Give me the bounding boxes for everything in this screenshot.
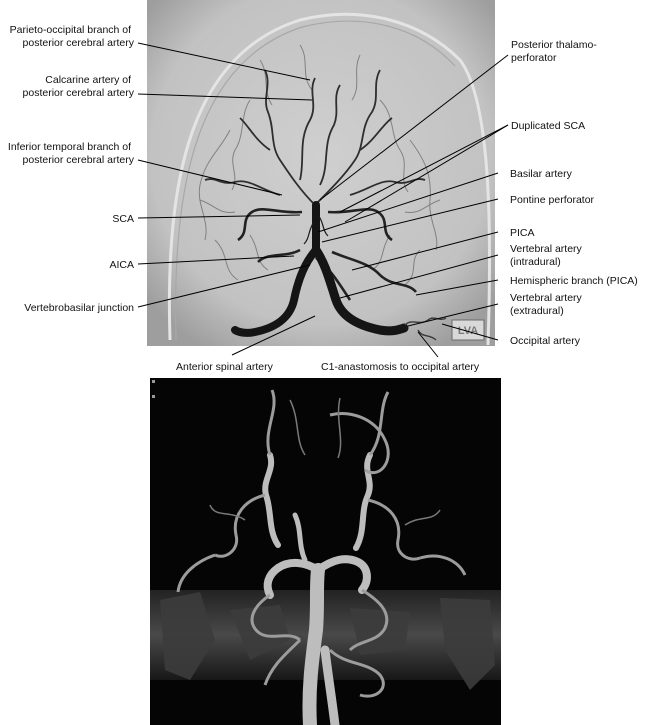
label-inferior-temporal: Inferior temporal branch of posterior cerebral artery [7,141,134,166]
3d-angiogram-panel [150,378,501,725]
labels-right [510,39,638,347]
label-duplicated-sca: Duplicated SCA [511,120,586,132]
dsa-angiogram-panel [147,0,495,346]
labels-left [8,24,135,314]
label-vertebrobasilar-junction: Vertebrobasilar junction [24,302,134,314]
label-c1-anastomosis: C1-anastomosis to occipital artery [321,361,480,373]
label-parieto-occipital: Parieto-occipital branch of posterior cerebral artery [9,24,134,49]
labels-bottom [176,361,480,373]
label-calcarine: Calcarine artery of posterior cerebral artery [22,74,134,99]
label-sca: SCA [112,213,134,225]
watermark-text: LVA [457,325,479,337]
label-aica: AICA [109,259,134,271]
label-hemispheric-branch: Hemispheric branch (PICA) [510,275,638,287]
label-vertebral-intradural: Vertebral artery (intradural) [510,243,582,268]
label-occipital-artery: Occipital artery [510,335,581,347]
label-basilar-artery: Basilar artery [510,168,572,180]
label-vertebral-extradural: Vertebral artery (extradural) [510,292,582,317]
label-anterior-spinal-artery: Anterior spinal artery [176,361,273,373]
label-pontine-perforator: Pontine perforator [510,194,595,206]
label-pica: PICA [510,227,535,239]
label-posterior-thalamo-perforator: Posterior thalamo- perforator [511,39,597,64]
